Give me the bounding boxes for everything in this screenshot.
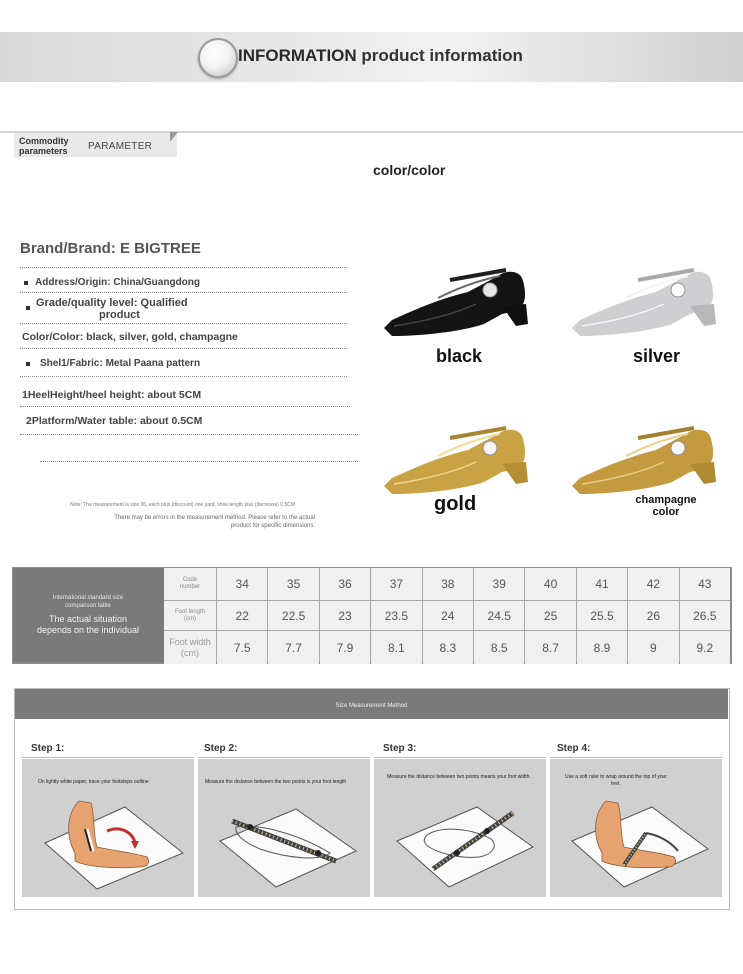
spec-grade [36,297,188,321]
step-3-title: Step 3: [383,743,417,754]
table-cell-foot-width: 9 [628,631,678,664]
title-rest: product information [356,46,523,65]
step-4-title: Step 4: [557,743,591,754]
step-divider [550,757,722,758]
row-head-length-line1: Foot length [174,608,206,615]
step-divider [22,757,194,758]
silver-shoe-image [568,240,723,340]
error-note-line2: product for specific dimensions. [230,523,315,529]
bullet-icon [24,281,28,285]
measurement-title: Size Measurement Method [335,703,408,709]
table-cell-foot-length: 25.5 [577,601,627,630]
measurement-note: Note: The measurement is size 36, each plus (discount) one yard, shoe length plus (decrease) 0.5CM [70,502,296,508]
spec-platform: 2Platform/Water table: about 0.5CM [26,415,203,427]
spec-grade-line1: Grade/quality level: Qualified [36,297,188,309]
table-cell-foot-width: 8.7 [525,631,575,664]
dotted-divider [20,434,358,435]
table-cell-code: 37 [371,568,421,600]
size-table-disclaimer-line1: The actual situation [48,614,128,624]
spec-color: Color/Color: black, silver, gold, champagne [22,331,238,343]
dotted-divider [20,292,347,293]
row-head-width-line1: Foot width [169,636,211,647]
table-cell-foot-length: 23 [320,601,370,630]
error-note-line1: There may be errors in the measurement method. Please refer to the actual [114,515,315,521]
step-divider [198,757,370,758]
table-cell-foot-width: 7.5 [217,631,267,664]
size-table-grid [164,568,730,662]
table-cell-foot-length: 26 [628,601,678,630]
step-1-title: Step 1: [31,743,65,754]
gold-shoe-image [380,398,535,498]
black-shoe-image [380,240,535,340]
table-cell-foot-length: 26.5 [680,601,730,630]
table-cell-foot-length: 22 [217,601,267,630]
tab-label-line2: parameters [19,146,68,156]
size-table-disclaimer [20,614,156,636]
step-1-text: On lightly white paper, trace your footsteps outline [38,779,149,785]
spec-fabric: Shel1/Fabric: Metal Paana pattern [40,358,201,369]
tab-commodity-label [19,136,69,156]
bullet-icon [26,306,30,310]
shoe-label-silver: silver [633,346,681,366]
table-cell-foot-length: 25 [525,601,575,630]
table-cell-foot-length: 22.5 [268,601,318,630]
champagne-label-line2: color [652,506,680,518]
table-cell-code: 41 [577,568,627,600]
row-head-length-line2: (cm) [184,615,196,622]
tab-parameter-label: PARAMETER [88,141,153,152]
step-divider [374,757,546,758]
row-head-code [164,568,216,600]
dotted-divider [20,406,350,407]
table-cell-code: 35 [268,568,318,600]
tab-corner-icon [170,132,178,142]
banner-circle-icon [198,38,238,78]
color-heading: color/color [373,162,446,178]
table-cell-foot-width: 8.5 [474,631,524,664]
dotted-divider [20,348,347,349]
step-2-title: Step 2: [204,743,238,754]
dotted-divider [40,461,358,462]
shoe-label-black: black [436,346,483,366]
step-1-illustration [35,795,185,890]
spec-heel: 1HeelHeight/heel height: about 5CM [22,389,202,401]
page-title [238,46,523,66]
spec-grade-line2: product [99,309,140,321]
row-head-code-line2: number [179,584,201,590]
title-bold: INFORMATION [238,46,357,65]
table-cell-code: 42 [628,568,678,600]
step-4-text: Use a soft ruler to wrap around the top of your feet. [565,774,667,787]
step-2-text: Measure the distance between the two points is your foot length [205,779,347,785]
step-2-illustration [210,795,360,890]
table-cell-foot-length: 24 [423,601,473,630]
spec-origin: Address/Origin: China/Guangdong [35,277,200,288]
dotted-divider [20,376,347,377]
table-cell-foot-length: 23.5 [371,601,421,630]
table-cell-foot-width: 8.3 [423,631,473,664]
shoe-label-champagne [620,494,712,518]
table-cell-code: 39 [474,568,524,600]
row-head-width-line2: (cm) [181,647,199,658]
step-3-illustration [387,795,537,890]
table-cell-foot-length: 24.5 [474,601,524,630]
size-table-caption-line2: comparison table [65,603,111,609]
table-cell-foot-width: 8.9 [577,631,627,664]
table-cell-code: 40 [525,568,575,600]
champagne-shoe-image [568,398,723,498]
table-cell-code: 43 [680,568,730,600]
row-head-foot-length [164,601,216,630]
shoe-label-gold: gold [434,493,477,515]
table-cell-code: 36 [320,568,370,600]
error-note [60,514,315,530]
dotted-divider [20,267,347,268]
table-cell-foot-width: 7.7 [268,631,318,664]
table-cell-foot-width: 8.1 [371,631,421,664]
tab-label-line1: Commodity [19,136,69,146]
champagne-label-line1: champagne [635,494,697,506]
bullet-icon [26,362,30,366]
table-cell-foot-width: 7.9 [320,631,370,664]
size-table-caption-line1: International standard size [52,595,124,601]
size-table-disclaimer-line2: depends on the individual [36,625,140,635]
table-cell-foot-width: 9.2 [680,631,730,664]
step-4-illustration [562,795,712,890]
table-cell-code: 38 [423,568,473,600]
brand-heading: Brand/Brand: E BIGTREE [20,240,201,257]
dotted-divider [20,323,347,324]
size-table-caption [20,594,156,610]
row-head-code-line1: Code [182,577,198,583]
row-head-foot-width [164,631,216,664]
table-cell-code: 34 [217,568,267,600]
step-3-text: Measure the distance between two points means your foot width. [387,774,531,780]
